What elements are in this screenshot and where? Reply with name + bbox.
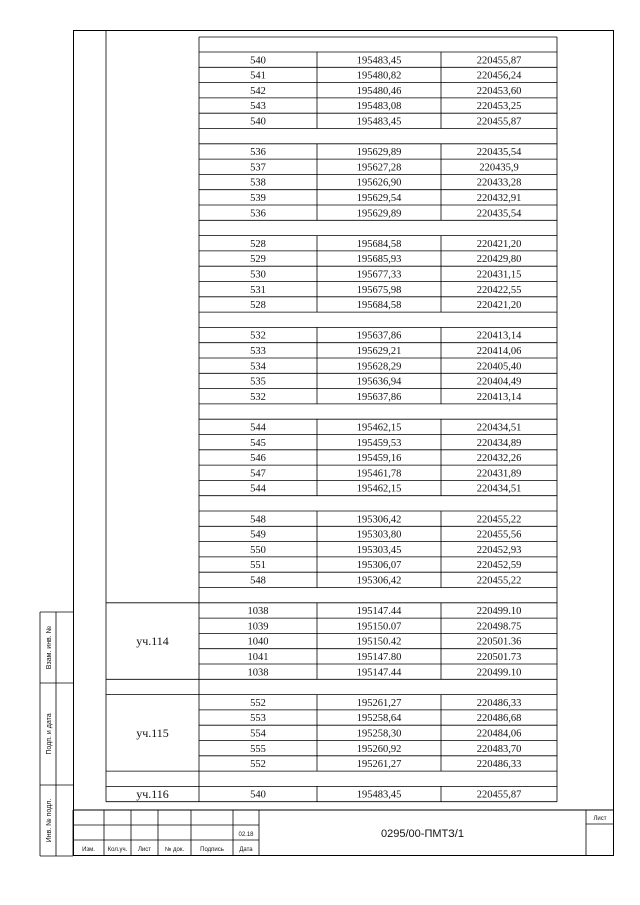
point-number-cell: 529 [250, 254, 266, 266]
point-number-cell: 537 [250, 162, 266, 174]
x-coordinate-cell: 195147.80 [356, 652, 402, 663]
stamp-header: Кол.уч. [107, 847, 128, 853]
y-coordinate-cell: 220456,24 [476, 70, 522, 82]
point-number-cell: 528 [250, 238, 266, 250]
x-coordinate-cell: 195462,15 [356, 483, 402, 495]
x-coordinate-cell: 195627,28 [356, 162, 402, 174]
y-coordinate-cell: 220455,56 [476, 529, 522, 541]
y-coordinate-cell: 220422,55 [476, 284, 522, 296]
x-coordinate-cell: 195459,53 [356, 437, 402, 449]
y-coordinate-cell: 220413,14 [476, 391, 522, 403]
x-coordinate-cell: 195147.44 [356, 667, 402, 679]
point-number-cell: 530 [250, 269, 266, 281]
stamp-header: Подпись [200, 847, 224, 853]
y-coordinate-cell: 220484,06 [476, 728, 522, 740]
y-coordinate-cell: 220413,14 [476, 330, 522, 342]
x-coordinate-cell: 195629,54 [356, 193, 402, 204]
y-coordinate-cell: 220486,33 [476, 759, 522, 771]
stamp-header: Дата [239, 847, 253, 853]
point-number-cell: 536 [250, 147, 266, 159]
y-coordinate-cell: 220435,54 [476, 147, 522, 159]
x-coordinate-cell: 195459,16 [356, 453, 402, 465]
margin-label: Инв. № подл. [46, 798, 53, 843]
y-coordinate-cell: 220452,59 [476, 560, 522, 572]
x-coordinate-cell: 195629,89 [356, 147, 402, 159]
point-number-cell: 540 [250, 55, 266, 67]
point-number-cell: 548 [250, 575, 266, 587]
parcel-label: уч.115 [136, 725, 169, 740]
point-number-cell: 544 [250, 483, 266, 495]
y-coordinate-cell: 220499.10 [476, 667, 522, 679]
y-coordinate-cell: 220434,51 [476, 422, 522, 434]
point-number-cell: 533 [250, 346, 266, 357]
point-number-cell: 538 [250, 177, 266, 189]
x-coordinate-cell: 195461,78 [356, 468, 402, 480]
point-number-cell: 534 [250, 361, 266, 373]
y-coordinate-cell: 220434,89 [476, 437, 522, 449]
point-number-cell: 555 [250, 743, 266, 755]
point-number-cell: 547 [250, 468, 266, 480]
stamp-header: Лист [137, 847, 152, 853]
point-number-cell: 548 [250, 514, 266, 526]
y-coordinate-cell: 220431,15 [476, 269, 522, 281]
y-coordinate-cell: 220404,49 [476, 376, 522, 388]
x-coordinate-cell: 195261,27 [356, 697, 402, 709]
y-coordinate-cell: 220435,9 [479, 162, 519, 174]
y-coordinate-cell: 220432,91 [476, 193, 522, 204]
parcel-label: уч.114 [136, 634, 169, 649]
x-coordinate-cell: 195684,58 [356, 300, 402, 312]
x-coordinate-cell: 195637,86 [356, 391, 402, 403]
point-number-cell: 535 [250, 376, 266, 388]
y-coordinate-cell: 220405,40 [476, 361, 522, 373]
point-number-cell: 532 [250, 330, 266, 342]
point-number-cell: 1038 [247, 606, 269, 618]
y-coordinate-cell: 220452,93 [476, 544, 522, 556]
x-coordinate-cell: 195637,86 [356, 330, 402, 342]
y-coordinate-cell: 220421,20 [476, 300, 522, 312]
y-coordinate-cell: 220498.75 [476, 621, 522, 633]
y-coordinate-cell: 220431,89 [476, 468, 522, 480]
point-number-cell: 531 [250, 284, 266, 296]
x-coordinate-cell: 195258,30 [356, 728, 402, 740]
y-coordinate-cell: 220414,06 [476, 346, 522, 357]
x-coordinate-cell: 195626,90 [356, 177, 402, 189]
x-coordinate-cell: 195480,82 [356, 70, 402, 82]
y-coordinate-cell: 220501.73 [476, 652, 522, 663]
y-coordinate-cell: 220453,60 [476, 85, 522, 97]
point-number-cell: 542 [250, 85, 266, 97]
x-coordinate-cell: 195150.42 [356, 636, 402, 648]
y-coordinate-cell: 220483,70 [476, 743, 522, 755]
y-coordinate-cell: 220434,51 [476, 483, 522, 495]
x-coordinate-cell: 195685,93 [356, 254, 402, 266]
x-coordinate-cell: 195675,98 [356, 284, 402, 296]
x-coordinate-cell: 195483,08 [356, 101, 402, 113]
point-number-cell: 528 [250, 300, 266, 312]
x-coordinate-cell: 195636,94 [356, 376, 402, 388]
y-coordinate-cell: 220432,26 [476, 453, 522, 465]
point-number-cell: 552 [250, 697, 266, 709]
point-number-cell: 540 [250, 116, 266, 128]
x-coordinate-cell: 195462,15 [356, 422, 402, 434]
margin-label: Взам. инв. № [46, 625, 53, 670]
x-coordinate-cell: 195260,92 [356, 743, 402, 755]
x-coordinate-cell: 195147.44 [356, 606, 402, 618]
x-coordinate-cell: 195306,42 [356, 514, 402, 526]
x-coordinate-cell: 195150.07 [356, 621, 402, 633]
document-code: 0295/00-ПМТЗ/1 [381, 828, 464, 840]
point-number-cell: 549 [250, 529, 266, 541]
point-number-cell: 539 [250, 193, 266, 204]
y-coordinate-cell: 220486,33 [476, 697, 522, 709]
y-coordinate-cell: 220499.10 [476, 606, 522, 618]
y-coordinate-cell: 220455,87 [476, 55, 522, 67]
y-coordinate-cell: 220455,22 [476, 514, 522, 526]
x-coordinate-cell: 195483,45 [356, 55, 402, 67]
x-coordinate-cell: 195480,46 [356, 85, 402, 97]
point-number-cell: 554 [250, 728, 266, 740]
x-coordinate-cell: 195306,42 [356, 575, 402, 587]
sheet-label: Лист [593, 816, 607, 822]
x-coordinate-cell: 195258,64 [356, 713, 402, 725]
x-coordinate-cell: 195629,89 [356, 208, 402, 220]
x-coordinate-cell: 195261,27 [356, 759, 402, 771]
point-number-cell: 1038 [247, 667, 269, 679]
y-coordinate-cell: 220455,22 [476, 575, 522, 587]
stamp-date-value: 02.18 [238, 832, 254, 838]
x-coordinate-cell: 195628,29 [356, 361, 402, 373]
y-coordinate-cell: 220433,28 [476, 177, 522, 189]
stamp-header: № док. [164, 847, 185, 853]
point-number-cell: 552 [250, 759, 266, 771]
margin-label: Подп. и дата [46, 713, 53, 755]
point-number-cell: 543 [250, 101, 266, 113]
point-number-cell: 550 [250, 544, 266, 556]
point-number-cell: 553 [250, 713, 266, 725]
point-number-cell: 545 [250, 437, 266, 449]
x-coordinate-cell: 195483,45 [356, 789, 402, 801]
point-number-cell: 540 [250, 789, 266, 801]
point-number-cell: 1041 [247, 652, 269, 663]
y-coordinate-cell: 220435,54 [476, 208, 522, 220]
x-coordinate-cell: 195483,45 [356, 116, 402, 128]
point-number-cell: 546 [250, 453, 266, 465]
point-number-cell: 541 [250, 70, 266, 82]
x-coordinate-cell: 195684,58 [356, 238, 402, 250]
y-coordinate-cell: 220453,25 [476, 101, 522, 113]
x-coordinate-cell: 195303,80 [356, 529, 402, 541]
y-coordinate-cell: 220486,68 [476, 713, 522, 725]
stamp-header: Изм. [82, 847, 95, 853]
parcel-label: уч.116 [136, 787, 169, 802]
point-number-cell: 536 [250, 208, 266, 220]
y-coordinate-cell: 220421,20 [476, 238, 522, 250]
point-number-cell: 1039 [247, 621, 269, 633]
x-coordinate-cell: 195629,21 [356, 346, 402, 357]
point-number-cell: 544 [250, 422, 266, 434]
y-coordinate-cell: 220501.36 [476, 636, 522, 648]
y-coordinate-cell: 220455,87 [476, 116, 522, 128]
x-coordinate-cell: 195303,45 [356, 544, 402, 556]
y-coordinate-cell: 220429,80 [476, 254, 522, 266]
point-number-cell: 532 [250, 391, 266, 403]
point-number-cell: 551 [250, 560, 266, 572]
y-coordinate-cell: 220455,87 [476, 789, 522, 801]
point-number-cell: 1040 [247, 636, 269, 648]
x-coordinate-cell: 195677,33 [356, 269, 402, 281]
x-coordinate-cell: 195306,07 [356, 560, 402, 572]
